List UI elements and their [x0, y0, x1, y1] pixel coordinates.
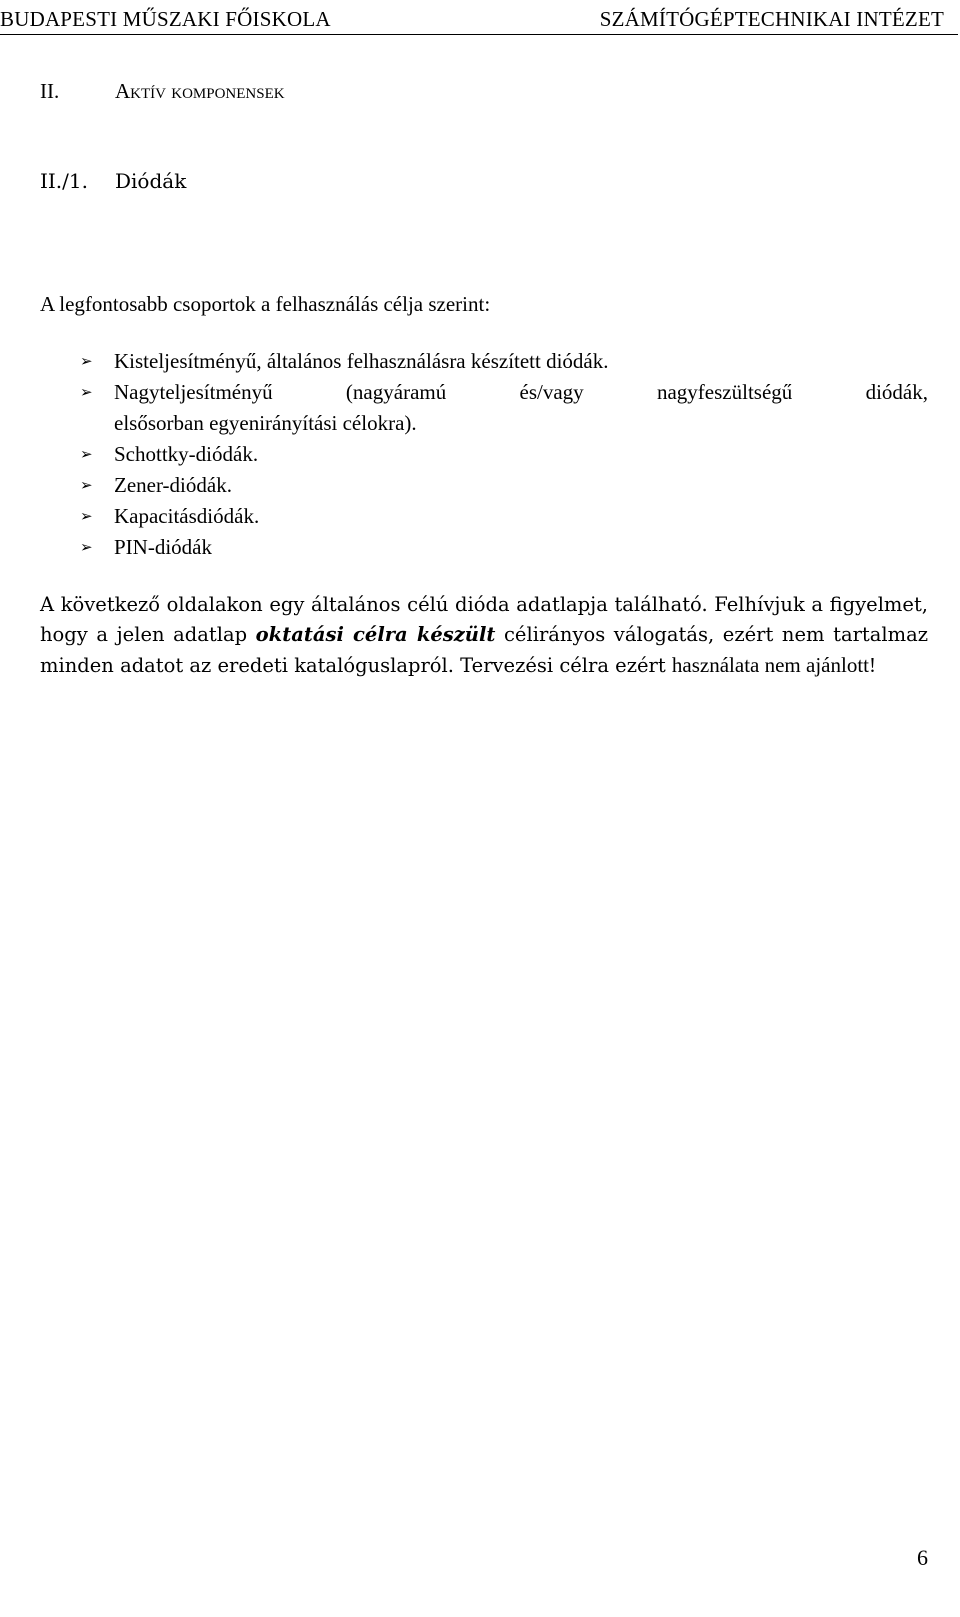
arrow-bullet-icon: ➢	[80, 383, 93, 401]
chapter-title: Aktív komponensek	[115, 79, 285, 103]
list-item	[80, 532, 928, 563]
list-item-text: Kisteljesítményű, általános felhasználásra készített diódák.	[114, 349, 609, 373]
list-item	[80, 501, 928, 532]
list-item	[80, 377, 928, 408]
list-item	[80, 470, 928, 501]
header-institution: BUDAPESTI MŰSZAKI FŐISKOLA	[0, 7, 331, 31]
arrow-bullet-icon: ➢	[80, 538, 93, 556]
arrow-bullet-icon: ➢	[80, 352, 93, 370]
datasheet-note-paragraph	[40, 590, 928, 681]
note-text-part2: célirányos válogatás, ezért nem tartalmaz minden adatot az eredeti katalóguslapról. Tervezési célra ezért	[40, 623, 928, 677]
list-item-text: Zener-diódák.	[114, 473, 232, 497]
list-item	[80, 439, 928, 470]
list-item-continuation	[80, 408, 928, 439]
list-item-text: elsősorban egyenirányítási célokra).	[114, 411, 417, 435]
arrow-bullet-icon: ➢	[80, 445, 93, 463]
note-emphasis: oktatási célra készült	[255, 623, 496, 646]
section-heading	[40, 167, 186, 195]
page-number: 6	[917, 1545, 928, 1570]
list-item-text: Kapacitásdiódák.	[114, 504, 260, 528]
header-department: SZÁMÍTÓGÉPTECHNIKAI INTÉZET	[599, 7, 944, 31]
note-text-part3: használata nem ajánlott!	[671, 653, 876, 677]
note-text-part1: A következő oldalakon egy általános célú dióda adatlapja található. Felhívjuk a figyelmet, hogy a jelen adatlap	[40, 593, 928, 646]
list-item-text: PIN-diódák	[114, 535, 212, 559]
intro-paragraph: A legfontosabb csoportok a felhasználás célja szerint:	[40, 292, 491, 316]
list-item-text: Schottky-diódák.	[114, 442, 259, 466]
list-item-text: Nagyteljesítményű (nagyáramú és/vagy nagyfeszültségű diódák,	[114, 380, 928, 404]
chapter-heading	[40, 78, 285, 104]
list-item	[80, 346, 928, 377]
arrow-bullet-icon: ➢	[80, 476, 93, 494]
section-number: II./1.	[40, 169, 88, 193]
page-header	[0, 4, 958, 35]
arrow-bullet-icon: ➢	[80, 507, 93, 525]
section-title: Diódák	[115, 169, 187, 193]
chapter-number: II.	[40, 79, 60, 103]
diode-group-list	[80, 346, 928, 563]
